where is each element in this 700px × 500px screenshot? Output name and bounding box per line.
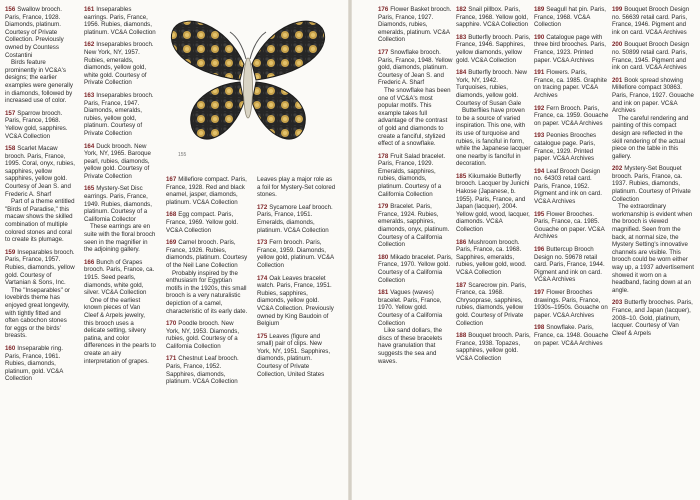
caption-entry bbox=[84, 92, 156, 138]
caption-entry bbox=[456, 282, 531, 328]
caption-entry bbox=[166, 355, 248, 385]
entry-number: 187 bbox=[456, 281, 467, 289]
caption-entry bbox=[534, 168, 609, 206]
caption-entry bbox=[257, 204, 337, 234]
caption-entry bbox=[257, 275, 337, 328]
entry-description: One of the earliest known pieces of Van Cleef & Arpels jewelry, this brooch uses a delicate setting, silvery patina, and color differences in the pearls to create an airy interpretation of grapes. bbox=[84, 296, 156, 365]
caption-entry bbox=[534, 69, 609, 99]
entry-caption: Leaf Brooch Design no. 64303 retail card. Paris, France, 1952. Pigment and ink on card. VC&A Archives bbox=[534, 167, 602, 206]
entry-caption: Buttercup Brooch Design no. 59678 retail card. Paris, France, 1944. Pigment and ink on card. VC&A Archives bbox=[534, 246, 605, 284]
entry-description: The snowflake has been one of VC&A's most popular motifs. This example takes full advantage of the contrast of gold and diamonds to create a fanciful, stylized effect of a snowflake. bbox=[378, 86, 451, 148]
entry-caption: Fern Brooch. Paris, France, ca. 1959. Gouache on paper. VC&A Archives bbox=[534, 104, 609, 127]
caption-entry bbox=[534, 289, 609, 319]
caption-entry bbox=[84, 185, 156, 253]
entry-caption: Mystery-Set Bouquet brooch. Paris, France, ca. 1937. Rubies, diamonds, platinum. Courtesy of Private Collection bbox=[612, 165, 691, 203]
entry-description: These earrings are en suite with the floral brooch seen in the magnifier in the adjoining gallery. bbox=[84, 223, 156, 254]
book-gutter bbox=[348, 0, 352, 500]
entry-caption: Seagull hat pin. Paris, France, 1968. VC&A Collection bbox=[534, 6, 606, 29]
caption-entry bbox=[456, 6, 531, 29]
entry-number: 184 bbox=[456, 69, 467, 77]
entry-number: 172 bbox=[257, 203, 268, 211]
entry-number: 166 bbox=[84, 258, 95, 266]
caption-entry bbox=[612, 6, 694, 36]
caption-entry bbox=[378, 153, 453, 199]
caption-entry bbox=[378, 254, 453, 284]
entry-caption: Butterfly brooch. New York, NY, 1942. Turquoises, rubies, diamonds, yellow gold. Courtesy of Susan Gale bbox=[456, 69, 527, 107]
entry-number: 185 bbox=[456, 172, 467, 180]
entry-number: 163 bbox=[84, 91, 95, 99]
entry-number: 192 bbox=[534, 104, 545, 112]
entry-number: 168 bbox=[166, 211, 177, 219]
entry-description: Like sand dollars, the discs of these bracelets have granulation that suggests the sea and waves. bbox=[378, 327, 443, 365]
caption-entry bbox=[456, 34, 531, 64]
text-column-5 bbox=[378, 6, 453, 370]
caption-entry bbox=[534, 211, 609, 241]
entry-number: 164 bbox=[84, 142, 95, 150]
butterfly-right-upper-wing bbox=[252, 21, 325, 80]
entry-caption: Flower Brooches. Paris, France, ca. 1985. Gouache on paper. VC&A Archives bbox=[534, 210, 605, 241]
entry-number: 181 bbox=[378, 289, 389, 297]
caption-entry bbox=[5, 249, 75, 340]
entry-caption: Egg compact. Paris, France, 1969. Yellow gold. VC&A Collection bbox=[166, 211, 239, 234]
entry-caption: Leaves (figure and small) pair of clips. New York, NY, 1951. Sapphires, diamonds, platinum. Courtesy of Private Collection, United States bbox=[257, 332, 331, 378]
entry-description: The "Inseparables" or lovebirds theme has enjoyed great longevity, with tightly fitted and often cabochon stones for eggs or the birds' breasts. bbox=[5, 286, 70, 340]
caption-entry bbox=[456, 239, 531, 277]
caption-entry bbox=[257, 176, 337, 199]
entry-number: 174 bbox=[257, 274, 268, 282]
entry-caption: Duck brooch. New York, NY, 1965. Baroque pearl, rubies, diamonds, yellow gold. Courtesy of Private Collection bbox=[84, 142, 151, 180]
entry-number: 180 bbox=[378, 253, 389, 261]
entry-number: 161 bbox=[84, 6, 95, 13]
entry-number: 171 bbox=[166, 355, 177, 363]
entry-caption: Scarlet Macaw brooch. Paris, France, 1995. Coral, onyx, rubies, sapphires, yellow sapphires, yellow gold. Courtesy of Jean S. and Frederic A. Sharf bbox=[5, 145, 75, 198]
entry-caption: Bracelet. Paris, France, 1924. Rubies, emeralds, sapphires, diamonds, onyx, platinum. Courtesy of a California Collection bbox=[378, 203, 450, 249]
entry-caption: Kikumakie Butterfly brooch. Lacquer by Junichi Hakose (Japanese, b. 1955). Paris, France, and Japan (lacquer), 2004. Yellow gold, wood, lacquer, diamonds. VC&A Collection bbox=[456, 172, 530, 234]
caption-entry bbox=[612, 299, 694, 337]
entry-number: 199 bbox=[612, 6, 623, 13]
caption-entry bbox=[378, 6, 453, 44]
caption-entry bbox=[612, 165, 694, 294]
caption-entry bbox=[84, 259, 156, 365]
entry-caption: Snowflake brooch. Paris, France, 1948. Yellow gold, diamonds, platinum. Courtesy of Jean S. and Frederic A. Sharf bbox=[378, 48, 453, 87]
entry-number: 176 bbox=[378, 6, 389, 13]
entry-number: 173 bbox=[257, 239, 268, 247]
butterfly-left-upper-wing bbox=[171, 21, 244, 80]
butterfly-left-lower-wing bbox=[191, 82, 244, 139]
text-column-8 bbox=[612, 6, 694, 342]
caption-entry bbox=[456, 69, 531, 168]
entry-caption: Peonies Brooches catalogue page. Paris, France, 1929. Printed paper. VC&A Archives bbox=[534, 132, 597, 163]
entry-caption: Inseparable ring. Paris, France, 1961. Rubies, diamonds, platinum, gold. VC&A Collection bbox=[5, 344, 64, 383]
caption-entry bbox=[257, 239, 337, 269]
caption-entry bbox=[534, 6, 609, 29]
entry-caption: Scarecrow pin. Paris, France, ca. 1968. Chrysoprase, sapphires, rubies, diamonds, yellow gold. Courtesy of Private Collection bbox=[456, 281, 527, 327]
entry-caption: Inseparables brooch. New York, NY, 1957. Rubies, emeralds, diamonds, yellow gold, white gold. Courtesy of Private Collection bbox=[84, 41, 154, 87]
entry-caption: Millefiore compact. Paris, France, 1928. Red and black enamel, jasper, diamonds, platinum. VC&A Collection bbox=[166, 176, 247, 206]
entry-number: 188 bbox=[456, 332, 467, 340]
caption-entry bbox=[84, 143, 156, 181]
caption-entry bbox=[257, 333, 337, 379]
entry-caption: Mystery-Set Disc earrings. Paris, France, 1949. Rubies, diamonds, platinum. Courtesy of a California Collector bbox=[84, 185, 152, 223]
entry-caption: Mikado bracelet. Paris, France, 1970. Yellow gold. Courtesy of a California Collection bbox=[378, 253, 453, 284]
entry-caption: Butterfly brooches. Paris, France, and Japan (lacquer), 2008–10. Gold, platinum, lacquer. Courtesy of Van Cleef & Arpels bbox=[612, 299, 693, 337]
caption-entry bbox=[456, 332, 531, 362]
butterfly-brooch-image bbox=[166, 14, 328, 154]
entry-caption: Mushroom brooch. Paris, France, ca. 1968. Sapphires, emeralds, rubies, yellow gold, wood. VC&A Collection bbox=[456, 238, 527, 276]
entry-description: Probably inspired by the enthusiasm for Egyptian motifs in the 1920s, this small brooch is a very naturalistic depiction of a camel, characteristic of its early date. bbox=[166, 269, 248, 315]
entry-caption: Inseparables brooch. Paris, France, 1957. Rubies, diamonds, yellow gold. Courtesy of Vartanian & Sons, Inc. bbox=[5, 248, 75, 287]
text-column-2 bbox=[84, 6, 156, 370]
entry-description: Birds feature prominently in VC&A's designs; the earlier examples were generally in diamonds, followed by increased use of color. bbox=[5, 59, 73, 105]
caption-entry bbox=[534, 34, 609, 64]
text-column-4 bbox=[257, 176, 337, 383]
entry-caption: Chestnut Leaf brooch. Paris, France, 1952. Sapphires, diamonds, platinum. VC&A Collection bbox=[166, 355, 239, 386]
caption-entry bbox=[5, 6, 75, 105]
entry-description: Part of a theme entitled "Birds of Paradise," this macaw shows the skilled combination of multiple colored stones and coral to create its plumage. bbox=[5, 198, 75, 244]
entry-caption: Flower Basket brooch. Paris, France, 1927. Diamonds, rubies, emeralds, platinum. VC&A Collection bbox=[378, 6, 452, 44]
entry-caption: Oak Leaves bracelet watch. Paris, France, 1951. Rubies, sapphires, diamonds, yellow gold. VC&A Collection. Previously owned by King Baudoin of Belgium bbox=[257, 274, 334, 328]
entry-caption: Bouquet brooch. Paris, France, 1938. Topazes, sapphires, yellow gold. VC&A Collection bbox=[456, 332, 531, 362]
entry-caption: Sycamore Leaf brooch. Paris, France, 1951. Emeralds, diamonds, platinum. VC&A Collection bbox=[257, 203, 333, 234]
entry-number: 175 bbox=[257, 332, 268, 340]
entry-number: 196 bbox=[534, 246, 545, 254]
entry-number: 177 bbox=[378, 48, 389, 56]
entry-number: 201 bbox=[612, 76, 623, 84]
caption-entry bbox=[612, 41, 694, 71]
text-column-7 bbox=[534, 6, 609, 352]
entry-caption: Flower Brooches drawings. Paris, France, 1930s–1950s. Gouache on paper. VC&A Archives bbox=[534, 289, 608, 319]
caption-entry bbox=[5, 345, 75, 383]
caption-entry bbox=[5, 110, 75, 140]
entry-caption: Inseparables brooch. Paris, France, 1947. Diamonds, emeralds, rubies, yellow gold, platinum. Courtesy of Private Collection bbox=[84, 91, 154, 137]
entry-number: 167 bbox=[166, 176, 177, 183]
entry-number: 182 bbox=[456, 6, 467, 13]
caption-entry bbox=[166, 211, 248, 234]
entry-caption: Leaves play a major role as a foil for Mystery-Set colored stones. bbox=[257, 176, 336, 199]
entry-number: 160 bbox=[5, 344, 16, 352]
entry-number: 194 bbox=[534, 167, 545, 175]
entry-description: The careful rendering and painting of this compact design are reflected in the skill rendering of the actual piece on the table in this gallery. bbox=[612, 114, 689, 160]
entry-caption: Fern brooch. Paris, France, 1959. Diamonds, yellow gold, platinum. VC&A Collection bbox=[257, 239, 334, 269]
caption-entry bbox=[378, 49, 453, 148]
entry-number: 190 bbox=[534, 33, 545, 41]
butterfly-right-lower-wing bbox=[252, 82, 305, 139]
entry-number: 198 bbox=[534, 324, 545, 332]
entry-caption: Butterfly brooch. Paris, France, 1946. Sapphires, yellow diamonds, yellow gold. VC&A Collection bbox=[456, 33, 531, 64]
entry-caption: Snowflake. Paris, France, ca. 1948. Gouache on paper. VC&A Archives bbox=[534, 324, 609, 347]
text-column-3 bbox=[166, 176, 248, 391]
entry-caption: Poodle brooch. New York, NY, 1953. Diamonds, rubies, gold. Courtesy of a California Collection bbox=[166, 320, 240, 350]
text-column-6 bbox=[456, 6, 531, 368]
entry-caption: Fruit Salad bracelet. Paris, France, 1929. Emeralds, sapphires, rubies, diamonds, platinum. Courtesy of a California Collection bbox=[378, 152, 446, 198]
entry-number: 158 bbox=[5, 145, 16, 153]
caption-entry bbox=[534, 246, 609, 284]
entry-caption: Bouquet Brooch Design no. 50899 retail card. Paris, France, 1945. Pigment and ink on card. VC&A Archives bbox=[612, 41, 690, 72]
caption-entry bbox=[166, 176, 248, 206]
caption-entry bbox=[534, 105, 609, 128]
entry-number: 191 bbox=[534, 69, 545, 77]
entry-number: 195 bbox=[534, 210, 545, 218]
entry-number: 200 bbox=[612, 41, 623, 49]
entry-number: 170 bbox=[166, 320, 177, 328]
caption-entry bbox=[5, 145, 75, 244]
entry-caption: Catalogue page with three bird brooches. Paris, France, 1923. Printed paper. VC&A Archives bbox=[534, 33, 607, 64]
entry-caption: Vagues (waves) bracelet. Paris, France, 1970. Yellow gold. Courtesy of a California Collection bbox=[378, 289, 443, 327]
figure-number: 155 bbox=[178, 152, 187, 158]
entry-number: 186 bbox=[456, 238, 467, 246]
entry-number: 179 bbox=[378, 203, 389, 211]
entry-number: 178 bbox=[378, 152, 389, 160]
entry-number: 165 bbox=[84, 185, 95, 193]
entry-caption: Camel brooch. Paris, France, 1926. Rubies, diamonds, platinum. Courtesy of the Neil Lane Collection bbox=[166, 239, 248, 269]
caption-entry bbox=[378, 203, 453, 249]
entry-number: 159 bbox=[5, 248, 16, 256]
caption-entry bbox=[534, 132, 609, 162]
caption-entry bbox=[84, 6, 156, 36]
entry-caption: Book spread showing Millefiore compact 30863. Paris, France, 1927. Gouache and ink on paper. VC&A Archives bbox=[612, 76, 694, 115]
caption-entry bbox=[166, 320, 248, 350]
entry-number: 162 bbox=[84, 41, 95, 49]
entry-caption: Inseparables earrings. Paris, France, 1956. Rubies, diamonds, platinum. VC&A Collection bbox=[84, 6, 156, 36]
caption-entry bbox=[456, 173, 531, 234]
entry-number: 169 bbox=[166, 239, 177, 247]
entry-caption: Swallow brooch. Paris, France, 1928. Diamonds, platinum. Courtesy of Private Collection. Previously owned by Countess Costantini bbox=[5, 6, 64, 59]
entry-caption: Bunch of Grapes brooch. Paris, France, ca. 1915. Seed pearls, diamonds, white gold, silver. VC&A Collection bbox=[84, 258, 155, 297]
entry-number: 183 bbox=[456, 33, 467, 41]
entry-number: 193 bbox=[534, 132, 545, 140]
caption-entry bbox=[612, 77, 694, 161]
entry-caption: Snail pillbox. Paris, France, 1968. Yellow gold, sapphire. VC&A Collection bbox=[456, 6, 529, 29]
caption-entry bbox=[378, 289, 453, 365]
entry-number: 156 bbox=[5, 6, 16, 13]
entry-description: Butterflies have proven to be a source of varied inspiration. This one, with its use of turquoise and rubies, is fanciful in form, while the Japanese lacquer one nearby is fanciful in decoration. bbox=[456, 107, 531, 168]
caption-entry bbox=[534, 324, 609, 347]
entry-number: 189 bbox=[534, 6, 545, 13]
entry-number: 157 bbox=[5, 109, 16, 117]
entry-number: 202 bbox=[612, 165, 623, 173]
text-column-1 bbox=[5, 6, 75, 388]
entry-number: 197 bbox=[534, 289, 545, 296]
entry-number: 203 bbox=[612, 299, 623, 307]
entry-caption: Flowers. Paris, France, ca. 1985. Graphite on tracing paper. VC&A Archives bbox=[534, 69, 608, 99]
entry-caption: Bouquet Brooch Design no. 56639 retail card. Paris, France, 1946. Pigment and ink on card. VC&A Archives bbox=[612, 6, 690, 36]
caption-entry bbox=[84, 41, 156, 87]
caption-entry bbox=[166, 239, 248, 315]
entry-caption: Sparrow brooch. Paris, France, 1968. Yellow gold, sapphires. VC&A Collection bbox=[5, 109, 68, 140]
entry-description: The extraordinary workmanship is evident when the brooch is viewed magnified. Seen from the back, at normal size, the Mystery Setting's innovative channels are visible. This brooch could be worn either way up, a 1937 advertisement showed it worn on a headband, facing down at an angle. bbox=[612, 203, 694, 294]
